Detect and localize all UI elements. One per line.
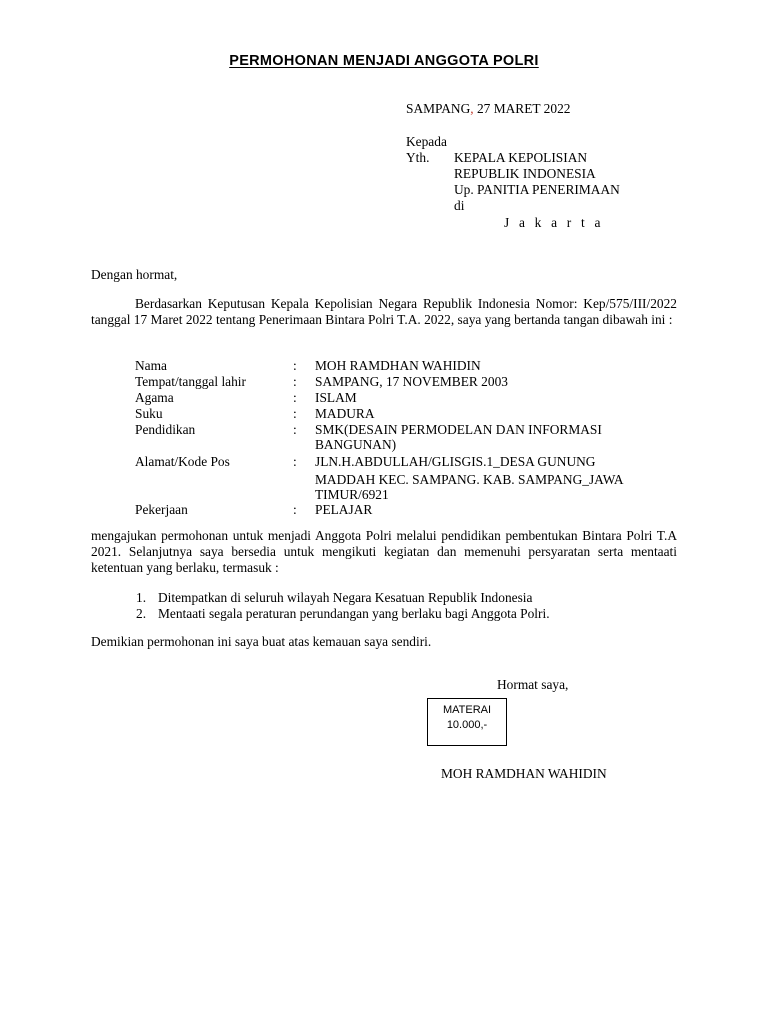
date: 27 MARET 2022: [473, 101, 571, 116]
list-item: [136, 590, 550, 606]
identity-row: [135, 502, 675, 518]
identity-value: PELAJAR: [315, 502, 373, 517]
identity-row: [135, 358, 675, 374]
materai-stamp-box: [427, 698, 507, 746]
identity-separator: :: [293, 390, 297, 405]
identity-value-line: SMK(DESAIN PERMODELAN DAN INFORMASI: [315, 422, 602, 437]
identity-label: Alamat/Kode Pos: [135, 454, 230, 469]
identity-value: MOH RAMDHAN WAHIDIN: [315, 358, 481, 373]
identity-row: [135, 422, 675, 452]
identity-row: [135, 452, 675, 502]
list-number: 2.: [136, 606, 147, 621]
salutation: Dengan hormat,: [91, 267, 178, 282]
identity-value-line: BANGUNAN): [315, 437, 397, 452]
place-date: [406, 101, 570, 117]
yth-label: Yth.: [406, 150, 430, 165]
identity-value: [315, 452, 675, 502]
recipient-line: Up. PANITIA PENERIMAAN: [454, 182, 620, 197]
recipient-city: J a k a r t a: [504, 215, 604, 230]
identity-separator: :: [293, 406, 297, 421]
commitment-list: [136, 590, 550, 622]
kepada-label: Kepada: [406, 134, 447, 149]
identity-label: Suku: [135, 406, 163, 421]
list-item: [136, 606, 550, 622]
list-text: Ditempatkan di seluruh wilayah Negara Kesatuan Republik Indonesia: [158, 590, 533, 605]
identity-separator: :: [293, 374, 297, 389]
list-text: Mentaati segala peraturan perundangan yang berlaku bagi Anggota Polri.: [158, 606, 550, 621]
identity-row: [135, 374, 675, 390]
identity-value: MADURA: [315, 406, 375, 421]
identity-table: [135, 358, 675, 518]
identity-separator: :: [293, 454, 297, 469]
place: SAMPANG: [406, 101, 471, 116]
identity-separator: :: [293, 422, 297, 437]
list-number: 1.: [136, 590, 147, 605]
opening-paragraph: Berdasarkan Keputusan Kepala Kepolisian Negara Republik Indonesia Nomor: Kep/575/III/2022 tanggal 17 Maret 2022 tentang Penerimaan Bintara Polri T.A. 2022, saya yang bertanda tangan dibawah ini :: [91, 296, 677, 327]
stamp-value: 10.000,-: [446, 719, 488, 731]
identity-separator: :: [293, 502, 297, 517]
identity-separator: :: [293, 358, 297, 373]
identity-label: Pekerjaan: [135, 502, 188, 517]
closing-sentence: Demikian permohonan ini saya buat atas kemauan saya sendiri.: [91, 634, 432, 649]
identity-label: Tempat/tanggal lahir: [135, 374, 246, 389]
identity-row: [135, 390, 675, 406]
identity-row: [135, 406, 675, 422]
regards: Hormat saya,: [497, 677, 569, 692]
identity-value: ISLAM: [315, 390, 357, 405]
identity-value: [315, 422, 675, 452]
identity-label: Pendidikan: [135, 422, 196, 437]
identity-value: SAMPANG, 17 NOVEMBER 2003: [315, 374, 508, 389]
stamp-label: MATERAI: [442, 704, 492, 716]
identity-value-line: JLN.H.ABDULLAH/GLISGIS.1_DESA GUNUNG: [315, 454, 596, 469]
recipient-line: KEPALA KEPOLISIAN: [454, 150, 588, 165]
date-comma: ,: [470, 101, 474, 116]
identity-label: Agama: [135, 390, 174, 405]
identity-value-line: MADDAH KEC. SAMPANG. KAB. SAMPANG_JAWA: [315, 472, 624, 487]
signer-name: MOH RAMDHAN WAHIDIN: [441, 766, 607, 781]
recipient-line: REPUBLIK INDONESIA: [454, 166, 596, 181]
document-title: PERMOHONAN MENJADI ANGGOTA POLRI: [229, 53, 539, 69]
identity-value-line: TIMUR/6921: [315, 487, 389, 502]
identity-label: Nama: [135, 358, 167, 373]
recipient-line: di: [454, 198, 465, 213]
request-paragraph: mengajukan permohonan untuk menjadi Anggota Polri melalui pendidikan pembentukan Bintara Polri T.A 2021. Selanjutnya saya bersedia untuk mengikuti kegiatan dan memenuhi persyaratan serta mentaati ketentuan yang berlaku, termasuk :: [91, 528, 677, 575]
